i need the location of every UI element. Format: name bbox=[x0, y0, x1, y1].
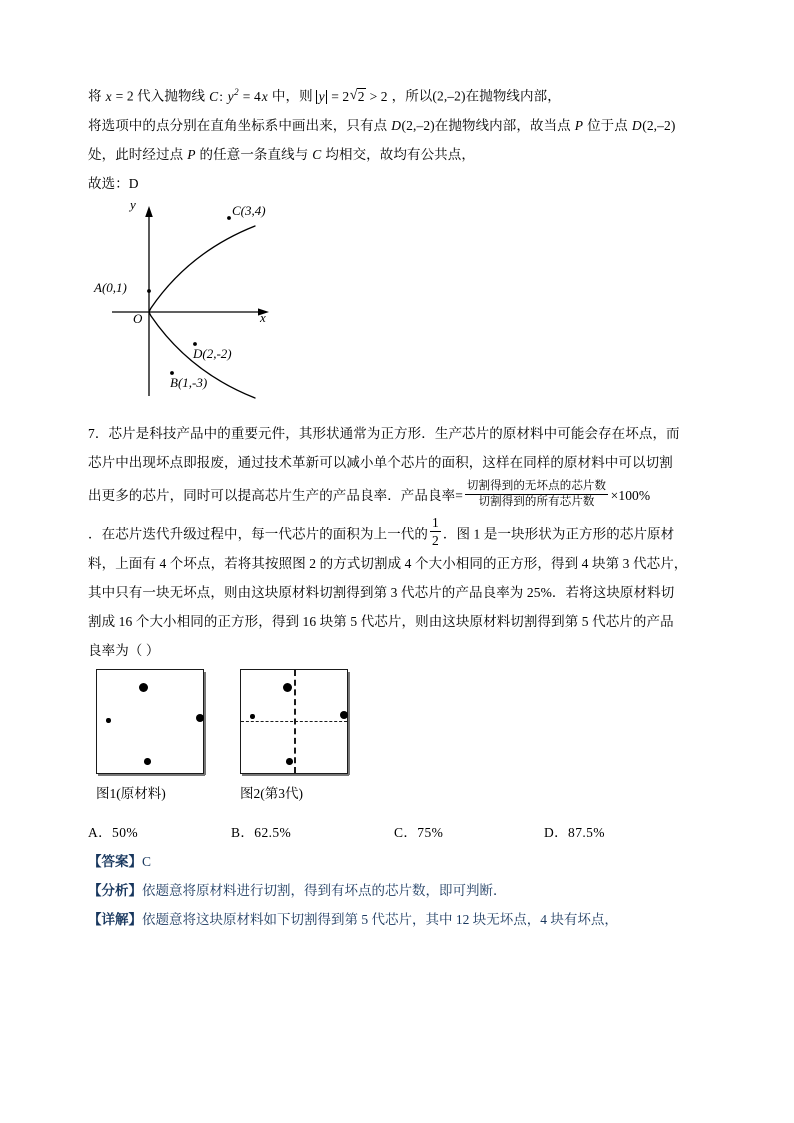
solution-line-3-a: 处，此时经过点 bbox=[88, 146, 187, 162]
radical-sign: √ bbox=[349, 87, 358, 103]
solution-line-1-pre: 将 bbox=[88, 88, 106, 104]
half-denominator: 2 bbox=[432, 532, 439, 548]
detail-tag: 【详解】 bbox=[88, 912, 142, 928]
math-colon: : bbox=[219, 88, 227, 104]
q7-line-4-text-b: ．图 1 是一块形状为正方形的芯片原材 bbox=[442, 526, 675, 542]
point-A-label: A(0,1) bbox=[94, 279, 127, 295]
q7-line-5: 料，上面有 4 个坏点，若将其按照图 2 的方式切割成 4 个大小相同的正方形，得到 4 块第 3 代芯片， bbox=[88, 556, 688, 572]
math-eq-2: = 2 bbox=[327, 88, 350, 104]
defect-dot-right bbox=[196, 714, 204, 722]
math-curve-C-2: C bbox=[312, 146, 322, 162]
defect-dot-bottom bbox=[144, 758, 151, 765]
solution-line-2-b: (2,–2)在抛物线内部，故当点 bbox=[401, 117, 575, 133]
yield-fraction-numerator: 切割得到的无坏点的芯片数 bbox=[465, 480, 608, 495]
half-fraction bbox=[430, 515, 441, 548]
math-point-D-2: D bbox=[631, 117, 642, 133]
option-b[interactable]: B．62.5% bbox=[231, 825, 292, 841]
math-var-x: x bbox=[105, 88, 112, 104]
answer-tag: 【答案】 bbox=[88, 854, 142, 870]
q7-line-6: 其中只有一块无坏点，则由这块原材料切割得到第 3 代芯片的产品良率为 25%．若将这块原材料切 bbox=[88, 585, 675, 601]
figure-2-square bbox=[240, 669, 348, 774]
option-a[interactable]: A．50% bbox=[88, 825, 138, 841]
q7-line-2: 芯片中出现坏点即报废，通过技术革新可以减小单个芯片的面积，这样在同样的原材料中可以切割 bbox=[88, 454, 673, 470]
math-point-P: P bbox=[574, 117, 584, 133]
math-sqrt-2 bbox=[350, 82, 366, 111]
y-axis-label: y bbox=[130, 196, 136, 212]
cut-line-horizontal bbox=[241, 721, 347, 722]
q7-line-4 bbox=[88, 515, 702, 550]
detail-line bbox=[88, 905, 702, 934]
figure-1-caption: 图1(原材料) bbox=[96, 786, 166, 802]
solution-choice-line: 故选：D bbox=[88, 175, 139, 191]
math-var-y: y bbox=[227, 88, 234, 104]
figure-spacer bbox=[88, 403, 702, 419]
point-A-dot bbox=[147, 289, 151, 293]
analysis-tag: 【分析】 bbox=[88, 883, 142, 899]
defect-dot-top bbox=[139, 683, 148, 692]
defect-dot-right bbox=[340, 711, 348, 719]
yield-fraction bbox=[465, 480, 608, 509]
answer-line bbox=[88, 847, 702, 876]
analysis-line bbox=[88, 876, 702, 905]
point-B-label: B(1,-3) bbox=[170, 374, 208, 390]
solution-line-2-a: 将选项中的点分别在直角坐标系中画出来，只有点 bbox=[88, 117, 391, 133]
parabola-svg bbox=[92, 198, 392, 403]
figure-1 bbox=[96, 669, 204, 802]
defect-dot-left bbox=[106, 718, 111, 723]
figure-2-caption: 图2(第3代) bbox=[240, 786, 303, 802]
solution-line-2 bbox=[88, 111, 702, 140]
answer-value: C bbox=[142, 854, 152, 870]
point-C-dot bbox=[227, 216, 231, 220]
math-curve-C: C bbox=[209, 88, 219, 104]
math-abs-y: y bbox=[316, 90, 327, 104]
q7-line-3 bbox=[88, 477, 702, 515]
chip-figures bbox=[88, 669, 702, 819]
q7-line-4-text: ．在芯片迭代升级过程中，每一代芯片的面积为上一代的 bbox=[88, 526, 428, 542]
defect-dot-bottom bbox=[286, 758, 293, 765]
q7-line-1: 7．芯片是科技产品中的重要元件，其形状通常为正方形．生产芯片的原材料中可能会存在坏点，而 bbox=[88, 425, 680, 441]
math-gt-2: > 2 bbox=[366, 88, 388, 104]
answer-options bbox=[88, 821, 702, 847]
yield-fraction-denominator: 切割得到的所有芯片数 bbox=[478, 496, 595, 509]
point-D-label: D(2,-2) bbox=[193, 345, 232, 361]
option-d[interactable]: D．87.5% bbox=[544, 825, 605, 841]
solution-line-1-tail: ，所以(2,–2)在抛物线内部， bbox=[388, 88, 561, 104]
figure-2 bbox=[240, 669, 348, 802]
radicand-2: 2 bbox=[357, 88, 365, 104]
solution-line-3-c: 均相交，故均有公共点， bbox=[321, 146, 475, 162]
figure-2-shadow-right bbox=[348, 672, 350, 775]
math-point-P-2: P bbox=[187, 146, 196, 162]
math-exponent-2: 2 bbox=[234, 87, 239, 97]
option-c[interactable]: C．75% bbox=[394, 825, 444, 841]
defect-dot-top bbox=[283, 683, 292, 692]
figure-1-shadow-bottom bbox=[98, 774, 205, 776]
math-eq-4x: = 4 bbox=[239, 88, 261, 104]
solution-line-3 bbox=[88, 140, 702, 169]
figure-2-shadow-bottom bbox=[242, 774, 349, 776]
q7-line-7: 割成 16 个大小相同的正方形，得到 16 块第 5 代芯片，则由这块原材料切割得到第 5 代芯片的产品 bbox=[88, 614, 674, 630]
origin-label: O bbox=[133, 310, 143, 326]
analysis-text: 依题意将原材料进行切割，得到有坏点的芯片数，即可判断． bbox=[142, 883, 507, 899]
solution-line-2-c: 位于点 bbox=[583, 117, 632, 133]
half-numerator: 1 bbox=[430, 515, 441, 532]
point-C-label: C(3,4) bbox=[232, 202, 266, 218]
solution-line-1 bbox=[88, 78, 702, 111]
solution-line-1-mid: 中，则 bbox=[268, 88, 317, 104]
solution-line-3-b: 的任意一条直线与 bbox=[196, 146, 312, 162]
q7-line-8: 良率为（ ） bbox=[88, 643, 160, 659]
x-axis-label: x bbox=[260, 309, 266, 325]
y-axis-arrow bbox=[145, 206, 153, 217]
yield-percent: ×100% bbox=[610, 487, 651, 503]
q7-line-3-text: 出更多的芯片，同时可以提高芯片生产的产品良率．产品良率= bbox=[88, 487, 463, 503]
page-content bbox=[88, 78, 702, 934]
defect-dot-left bbox=[250, 714, 255, 719]
parabola-figure bbox=[92, 198, 392, 403]
detail-text: 依题意将这块原材料如下切割得到第 5 代芯片，其中 12 块无坏点，4 块有坏点， bbox=[142, 912, 618, 928]
solution-line-2-d: (2,–2) bbox=[642, 117, 676, 133]
figure-1-square bbox=[96, 669, 204, 774]
math-point-D: D bbox=[391, 117, 402, 133]
math-var-x-2: x bbox=[261, 88, 268, 104]
figure-1-shadow-right bbox=[204, 672, 206, 775]
solution-line-1-eq2: = 2 代入抛物线 bbox=[112, 88, 209, 104]
